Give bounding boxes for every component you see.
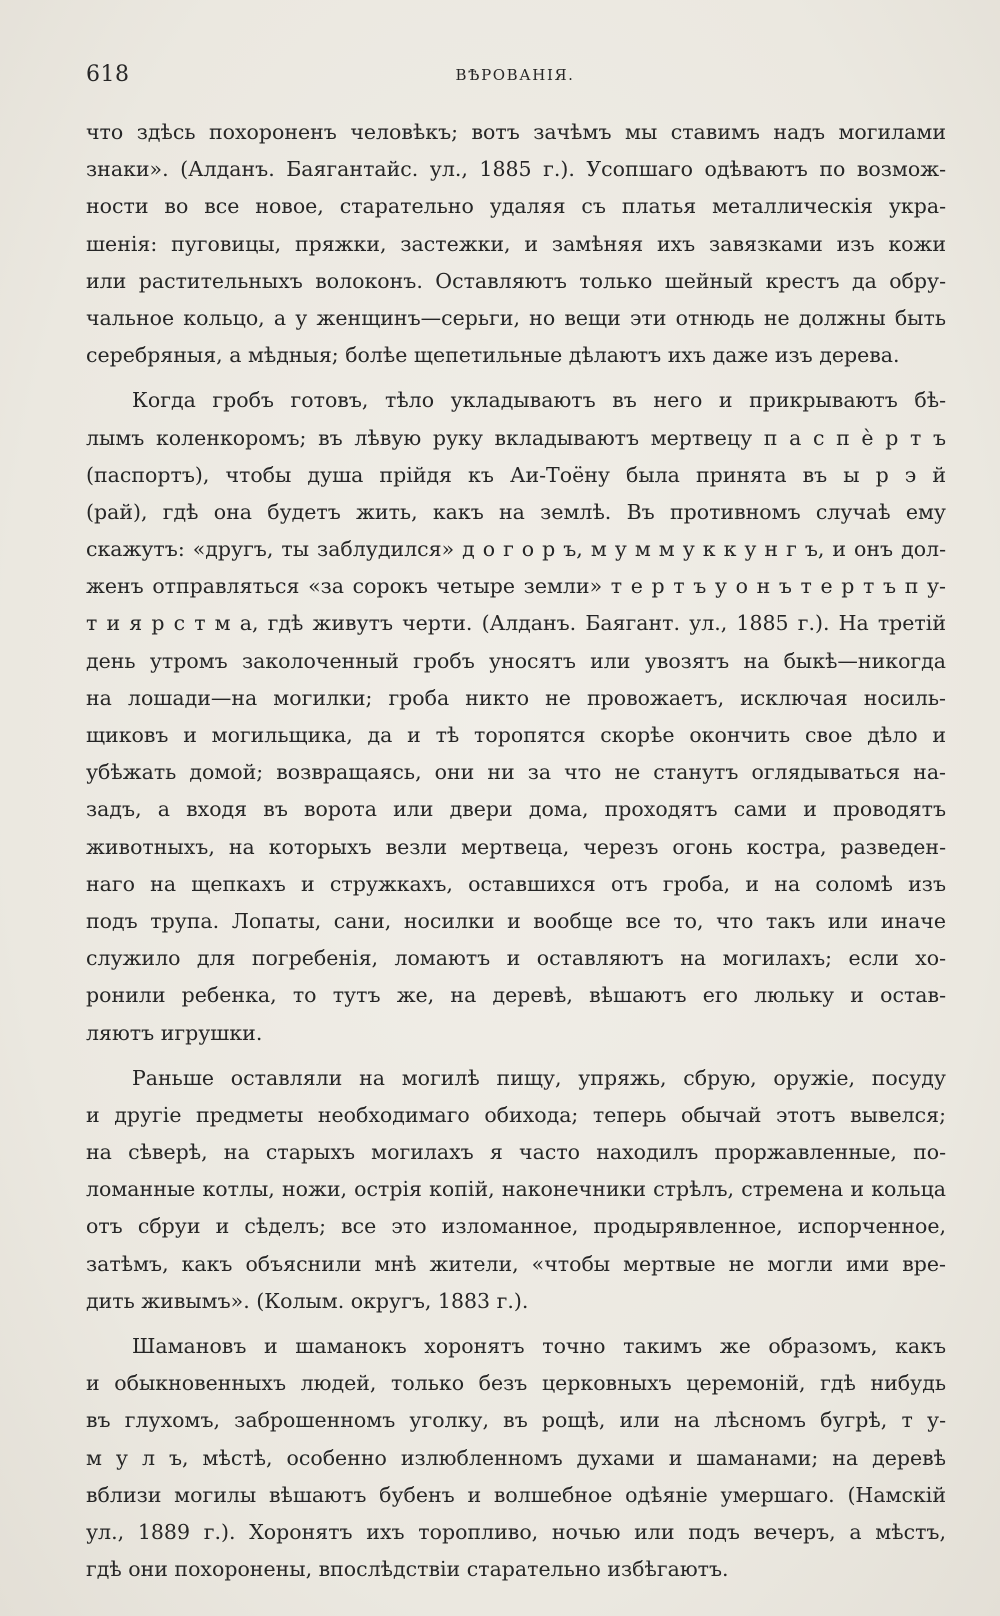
text-line: гдѣ они похоронены, впослѣдствіи старательно избѣгаютъ. xyxy=(86,1557,729,1582)
text-line: подъ трупа. Лопаты, сани, носилки и вообще все то, что такъ или иначе xyxy=(86,908,946,933)
text-line: дить живымъ». (Колым. округъ, 1883 г.). xyxy=(86,1288,529,1313)
page-number: 618 xyxy=(86,62,130,87)
text-line: отъ сбруи и сѣделъ; все это изломанное, продырявленное, испорченное, xyxy=(86,1214,946,1239)
text-line: день утромъ заколоченный гробъ уносятъ или увозятъ на быкѣ—никогда xyxy=(86,648,946,673)
text-line: служило для погребенія, ломаютъ и оставляютъ на могилахъ; если хо- xyxy=(86,946,946,971)
text-line: знаки». (Алданъ. Баягантайс. ул., 1885 г.). Усопшаго одѣваютъ по возмож- xyxy=(86,157,946,182)
text-line: животныхъ, на которыхъ везли мертвеца, черезъ огонь костра, разведен- xyxy=(86,834,946,859)
paragraph xyxy=(86,114,946,374)
text-line: м у л ъ, мѣстѣ, особенно излюбленномъ духами и шаманами; на деревѣ xyxy=(86,1445,946,1470)
text-line: женъ отправляться «за сорокъ четыре земли» т е р т ъ у о н ъ т е р т ъ п у- xyxy=(86,574,946,599)
text-line: Когда гробъ готовъ, тѣло укладываютъ въ него и прикрываютъ бѣ- xyxy=(132,388,946,413)
paragraph xyxy=(86,382,946,1051)
text-line: лымъ коленкоромъ; въ лѣвую руку вкладываютъ мертвецу п а с п ѐ р т ъ xyxy=(86,425,946,450)
text-line: ул., 1889 г.). Хоронятъ ихъ торопливо, ночью или подъ вечеръ, а мѣстъ, xyxy=(86,1519,946,1544)
text-line: наго на щепкахъ и стружкахъ, оставшихся отъ гроба, и на соломѣ изъ xyxy=(86,871,946,896)
text-line: т и я р с т м а, гдѣ живутъ черти. (Алданъ. Баягант. ул., 1885 г.). На третій xyxy=(86,611,946,636)
text-line: (рай), гдѣ она будетъ жить, какъ на землѣ. Въ противномъ случаѣ ему xyxy=(86,499,946,524)
text-line: и другіе предметы необходимаго обихода; теперь обычай этотъ вывелся; xyxy=(86,1102,946,1127)
running-title: ВѢРОВАНІЯ. xyxy=(455,66,575,84)
text-line: на лошади—на могилки; гроба никто не провожаетъ, исключая носиль- xyxy=(86,685,946,710)
text-line: вблизи могилы вѣшаютъ бубенъ и волшебное одѣяніе умершаго. (Намскій xyxy=(86,1482,946,1507)
page-header xyxy=(86,62,944,92)
text-line: шенія: пуговицы, пряжки, застежки, и замѣняя ихъ завязками изъ кожи xyxy=(86,231,946,256)
text-line: и обыкновенныхъ людей, только безъ церковныхъ церемоній, гдѣ нибудь xyxy=(86,1371,946,1396)
text-line: (паспортъ), чтобы душа прійдя къ Аи-Тоёну была принята въ ы р э й xyxy=(86,462,946,487)
text-line: или растительныхъ волоконъ. Оставляютъ только шейный крестъ да обру- xyxy=(86,268,946,293)
text-line: въ глухомъ, заброшенномъ уголку, въ рощѣ, или на лѣсномъ бугрѣ, т у- xyxy=(86,1408,946,1433)
text-line: щиковъ и могильщика, да и тѣ торопятся скорѣе окончить свое дѣло и xyxy=(86,723,946,747)
text-line: что здѣсь похороненъ человѣкъ; вотъ зачѣмъ мы ставимъ надъ могилами xyxy=(86,120,946,144)
paragraph xyxy=(86,1328,946,1588)
text-line: задъ, а входя въ ворота или двери дома, проходятъ сами и проводятъ xyxy=(86,797,946,822)
paragraph xyxy=(86,1060,946,1320)
text-line: ломанные котлы, ножи, острія копій, наконечники стрѣлъ, стремена и кольца xyxy=(86,1177,946,1202)
text-line: чальное кольцо, а у женщинъ—серьги, но вещи эти отнюдь не должны быть xyxy=(86,305,946,330)
text-line: Шамановъ и шаманокъ хоронятъ точно такимъ же образомъ, какъ xyxy=(132,1334,946,1358)
text-line: Раньше оставляли на могилѣ пищу, упряжь, сбрую, оружіе, посуду xyxy=(132,1065,946,1090)
body-text xyxy=(86,114,946,1596)
text-line: на сѣверѣ, на старыхъ могилахъ я часто находилъ проржавленные, по- xyxy=(86,1140,946,1165)
text-line: ности во все новое, старательно удаляя съ платья металлическія укра- xyxy=(86,194,946,219)
text-line: скажутъ: «другъ, ты заблудился» д о г о р ъ, м у м м у к к у н г ъ, и онъ дол- xyxy=(86,537,946,562)
text-line: убѣжать домой; возвращаясь, они ни за что не станутъ оглядываться на- xyxy=(86,760,946,785)
text-line: ляютъ игрушки. xyxy=(86,1020,263,1045)
text-line: ронили ребенка, то тутъ же, на деревѣ, вѣшаютъ его люльку и остав- xyxy=(86,983,946,1008)
text-line: серебряныя, а мѣдныя; болѣе щепетильные дѣлаютъ ихъ даже изъ дерева. xyxy=(86,343,900,368)
text-line: затѣмъ, какъ объяснили мнѣ жители, «чтобы мертвые не могли ими вре- xyxy=(86,1251,946,1276)
